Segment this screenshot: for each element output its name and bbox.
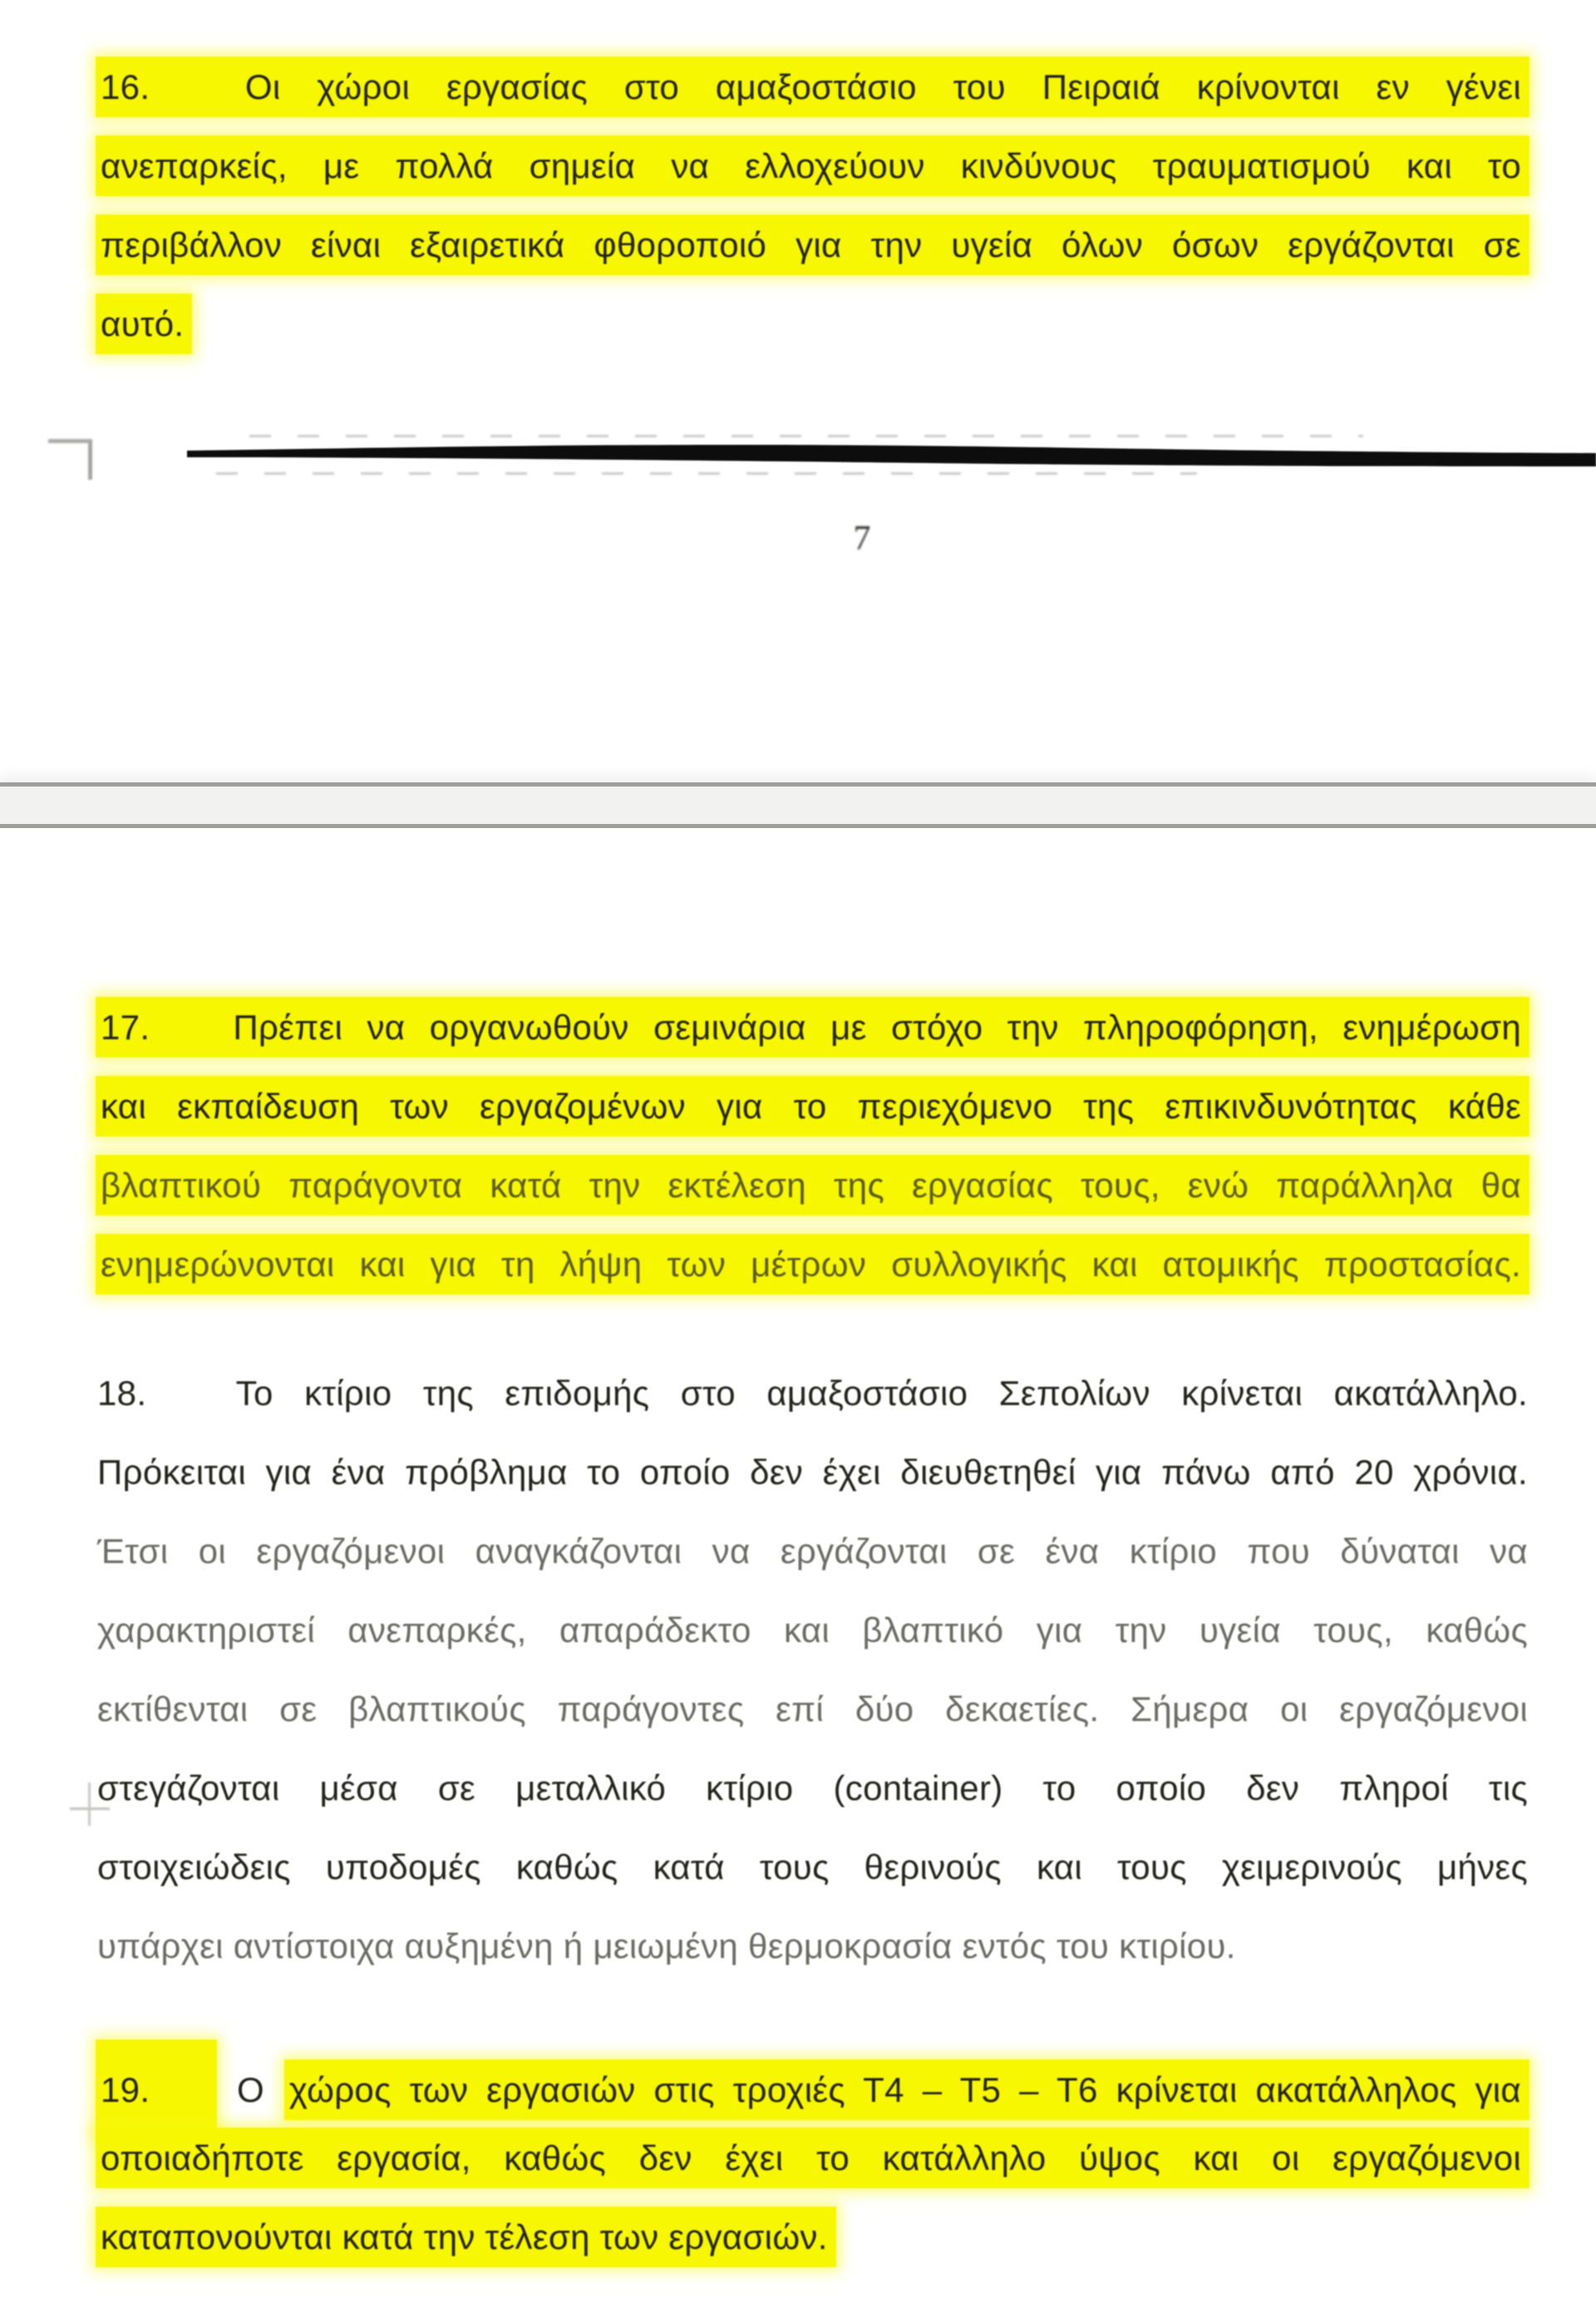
highlighted-text-run: ανεπαρκείς, με πολλά σημεία να ελλοχεύουν κινδύνους τραυματισμού και το (96, 136, 1530, 196)
text-line (0, 2039, 1596, 2118)
text-line (0, 205, 1596, 284)
list-item-number: 18. (97, 1374, 147, 1413)
text-line (0, 1512, 1596, 1591)
text-line (0, 1354, 1596, 1433)
text-run: εκτίθενται σε βλαπτικούς παράγοντες επί δύο δεκαετίες. Σήμερα οι εργαζόμενοι (97, 1689, 1528, 1729)
text-line (0, 1067, 1596, 1146)
highlighted-text-run: αυτό. (96, 293, 192, 354)
text-line (0, 284, 1596, 363)
highlighted-text-run: 17. Πρέπει να οργανωθούν σεμινάρια με στόχο την πληροφόρηση, ενημέρωση (96, 997, 1530, 1058)
list-item-number: 17. (101, 1008, 150, 1047)
text-line (0, 1748, 1596, 1827)
paragraph-18 (0, 1354, 1596, 1985)
highlighted-text-run: περιβάλλον είναι εξαιρετικά φθοροποιό για την υγεία όλων όσων εργάζονται σε (96, 215, 1530, 275)
text-run: Πρόκειται για ένα πρόβλημα το οποίο δεν έχει διευθετηθεί για πάνω από 20 χρόνια. (97, 1452, 1528, 1492)
handwritten-divider-line (0, 420, 1596, 495)
text-line (0, 1827, 1596, 1906)
text-run: στοιχειώδεις υποδομές καθώς κατά τους θερινούς και τους χειμερινούς μήνες (97, 1847, 1528, 1886)
page-separator-band (0, 782, 1596, 828)
text-line (0, 1669, 1596, 1748)
highlighted-text-run: και εκπαίδευση των εργαζομένων για το περιεχόμενο της επικινδυνότητας κάθε (96, 1076, 1530, 1137)
text-run: χαρακτηριστεί ανεπαρκές, απαράδεκτο και βλαπτικό για την υγεία τους, καθώς (97, 1610, 1528, 1650)
document-page-8 (0, 828, 1596, 2318)
text-line (0, 1225, 1596, 1304)
text-line (0, 1906, 1596, 1985)
page-number: 7 (853, 520, 871, 558)
highlighted-text-run: καταπονούνται κατά την τέλεση των εργασιών. (96, 2207, 836, 2267)
text-line (0, 1433, 1596, 1512)
text-line (0, 2118, 1596, 2197)
highlighted-text-run: οποιαδήποτε εργασία, καθώς δεν έχει το κατάλληλο ύψος και οι εργαζόμενοι (96, 2128, 1530, 2188)
highlighted-text-segment: χώρος των εργασιών στις τροχιές Τ4 – Τ5 – Τ6 κρίνεται ακατάλληλος για (284, 2059, 1530, 2120)
text-line (0, 1591, 1596, 1669)
text-segment: Ο (236, 2070, 264, 2109)
highlighted-text-run: βλαπτικού παράγοντα κατά την εκτέλεση της εργασίας τους, ενώ παράλληλα θα (96, 1155, 1530, 1216)
highlighted-text-run: ενημερώνονται και για τη λήψη των μέτρων συλλογικής και ατομικής προστασίας. (96, 1234, 1530, 1295)
paragraph-16 (0, 0, 1596, 363)
document-page-7 (0, 0, 1596, 782)
highlighted-text-run: 16. Οι χώροι εργασίας στο αμαξοστάσιο του Πειραιά κρίνονται εν γένει (96, 57, 1530, 117)
paragraph-19 (0, 2039, 1596, 2276)
text-run: υπάρχει αντίστοιχα αυξημένη ή μειωμένη θερμοκρασία εντός του κτιρίου. (97, 1926, 1236, 1965)
paragraph-17 (0, 828, 1596, 1304)
text-line (0, 988, 1596, 1067)
text-run: Έτσι οι εργαζόμενοι αναγκάζονται να εργάζονται σε ένα κτίριο που δύναται να (97, 1531, 1528, 1571)
text-line (0, 2197, 1596, 2276)
text-run: 18. Το κτίριο της επιδομής στο αμαξοστάσιο Σεπολίων κρίνεται ακατάλληλο. (96, 1363, 1530, 1423)
text-line (0, 47, 1596, 126)
list-item-number: 16. (101, 67, 150, 106)
text-run: στεγάζονται μέσα σε μεταλλικό κτίριο (container) το οποίο δεν πληροί τις (97, 1768, 1528, 1808)
text-line (0, 126, 1596, 205)
text-line (0, 1146, 1596, 1225)
highlighted-text-segment: 19. (96, 2039, 217, 2140)
